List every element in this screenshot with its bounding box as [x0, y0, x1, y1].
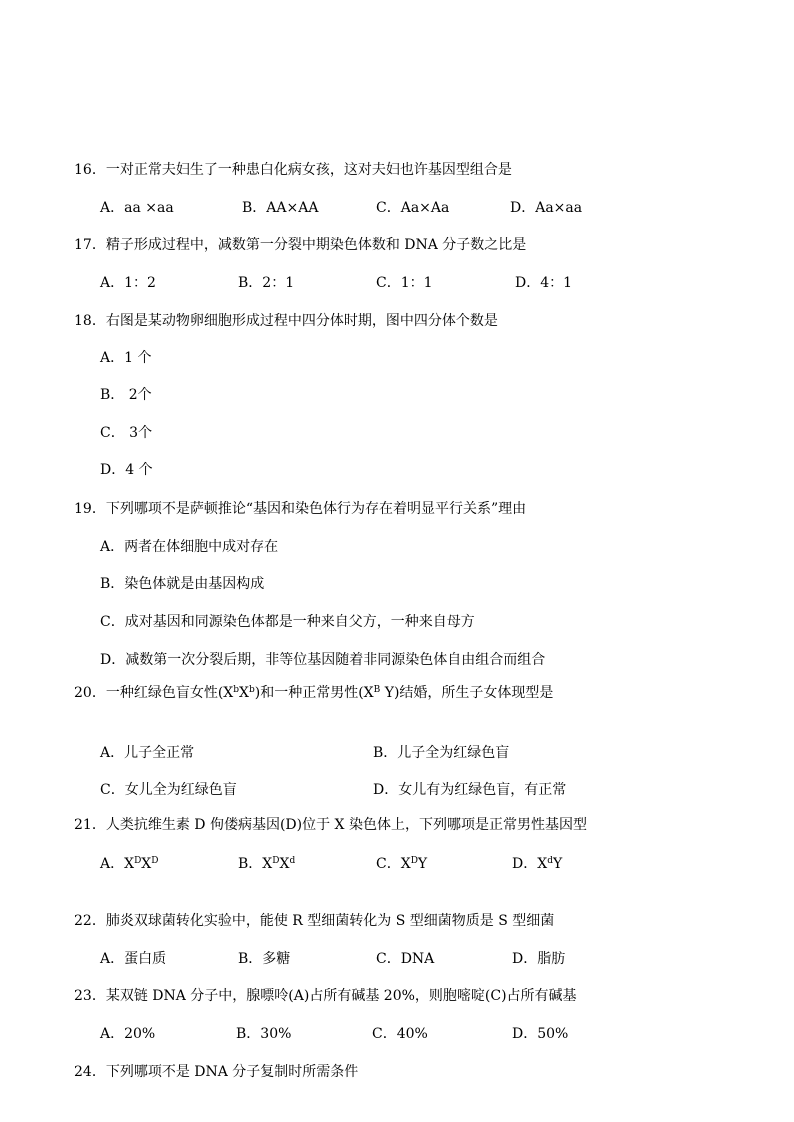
q20-option-a[interactable]: A．儿子全正常	[100, 745, 195, 761]
question-20-options-row2	[0, 779, 794, 801]
q22-option-d[interactable]: D．脂肪	[512, 951, 566, 967]
q19-option-c[interactable]: C．成对基因和同源染色体都是一种来自父方，一种来自母方	[100, 614, 475, 630]
q23-option-d[interactable]: D．50%	[512, 1026, 569, 1042]
question-24-stem: 24．下列哪项不是 DNA 分子复制时所需条件	[74, 1064, 359, 1080]
question-19-stem: 19．下列哪项不是萨顿推论“基因和染色体行为存在着明显平行关系”理由	[74, 501, 527, 517]
q18-option-b[interactable]: B． 2个	[100, 387, 152, 403]
question-16-stem: 16．一对正常夫妇生了一种患白化病女孩，这对夫妇也许基因型组合是	[74, 162, 512, 178]
q22-option-b[interactable]: B．多糖	[238, 951, 291, 967]
q17-option-c[interactable]: C．1：1	[376, 275, 433, 291]
question-16-options	[0, 197, 794, 219]
q19-option-d[interactable]: D．减数第一次分裂后期，非等位基因随着非同源染色体自由组合而组合	[100, 652, 546, 668]
q21-option-c[interactable]: C．$X^DY$	[376, 856, 428, 872]
question-20-stem: 20．一种红绿色盲女性$(X^bX^b)$和一种正常男性($X^B$ Y)结婚，所生子女体现型是	[74, 685, 554, 701]
q23-option-a[interactable]: A．20%	[100, 1026, 156, 1042]
q16-option-d[interactable]: D．Aa×aa	[510, 200, 583, 216]
q23-option-b[interactable]: B．30%	[236, 1026, 292, 1042]
question-23-options	[0, 1023, 794, 1045]
q18-option-a[interactable]: A．1 个	[100, 350, 152, 366]
q19-option-b[interactable]: B．染色体就是由基因构成	[100, 576, 265, 592]
question-17-options	[0, 272, 794, 294]
question-20-options-row1	[0, 742, 794, 764]
q19-option-a[interactable]: A．两者在体细胞中成对存在	[100, 539, 279, 555]
q21-option-d[interactable]: D．$X^dY$	[512, 856, 563, 872]
question-21-options	[0, 853, 794, 875]
q20-option-c[interactable]: C．女儿全为红绿色盲	[100, 782, 237, 798]
q20-option-d[interactable]: D．女儿有为红绿色盲，有正常	[373, 782, 567, 798]
q21-option-b[interactable]: B．$X^DX^d$	[238, 856, 296, 872]
q21-option-a[interactable]: A．$X^DX^D$	[100, 856, 159, 872]
question-22-options	[0, 948, 794, 970]
q17-option-d[interactable]: D．4：1	[515, 275, 573, 291]
q18-option-d[interactable]: D．4 个	[100, 462, 153, 478]
q23-option-c[interactable]: C．40%	[372, 1026, 428, 1042]
question-17-stem: 17．精子形成过程中，减数第一分裂中期染色体数和 DNA 分子数之比是	[74, 237, 527, 253]
question-18-stem: 18．右图是某动物卵细胞形成过程中四分体时期，图中四分体个数是	[74, 313, 498, 329]
question-22-stem: 22．肺炎双球菌转化实验中，能使 R 型细菌转化为 S 型细菌物质是 S 型细菌	[74, 913, 555, 929]
q16-option-a[interactable]: A．aa ×aa	[100, 200, 174, 216]
q16-option-c[interactable]: C．Aa×Aa	[376, 200, 450, 216]
q17-option-a[interactable]: A．1：2	[100, 275, 156, 291]
question-21-stem: 21．人类抗维生素 D 佝偻病基因(D)位于 X 染色体上，下列哪项是正常男性基因型	[74, 817, 587, 833]
q20-option-b[interactable]: B．儿子全为红绿色盲	[373, 745, 510, 761]
q17-option-b[interactable]: B．2：1	[238, 275, 295, 291]
q22-option-c[interactable]: C．DNA	[376, 951, 435, 967]
q22-option-a[interactable]: A．蛋白质	[100, 951, 167, 967]
q18-option-c[interactable]: C． 3个	[100, 425, 153, 441]
q16-option-b[interactable]: B．AA×AA	[242, 200, 319, 216]
question-23-stem: 23．某双链 DNA 分子中，腺嘌呤(A)占所有碱基 20%，则胞嘧啶(C)占所有碱基	[74, 988, 577, 1004]
